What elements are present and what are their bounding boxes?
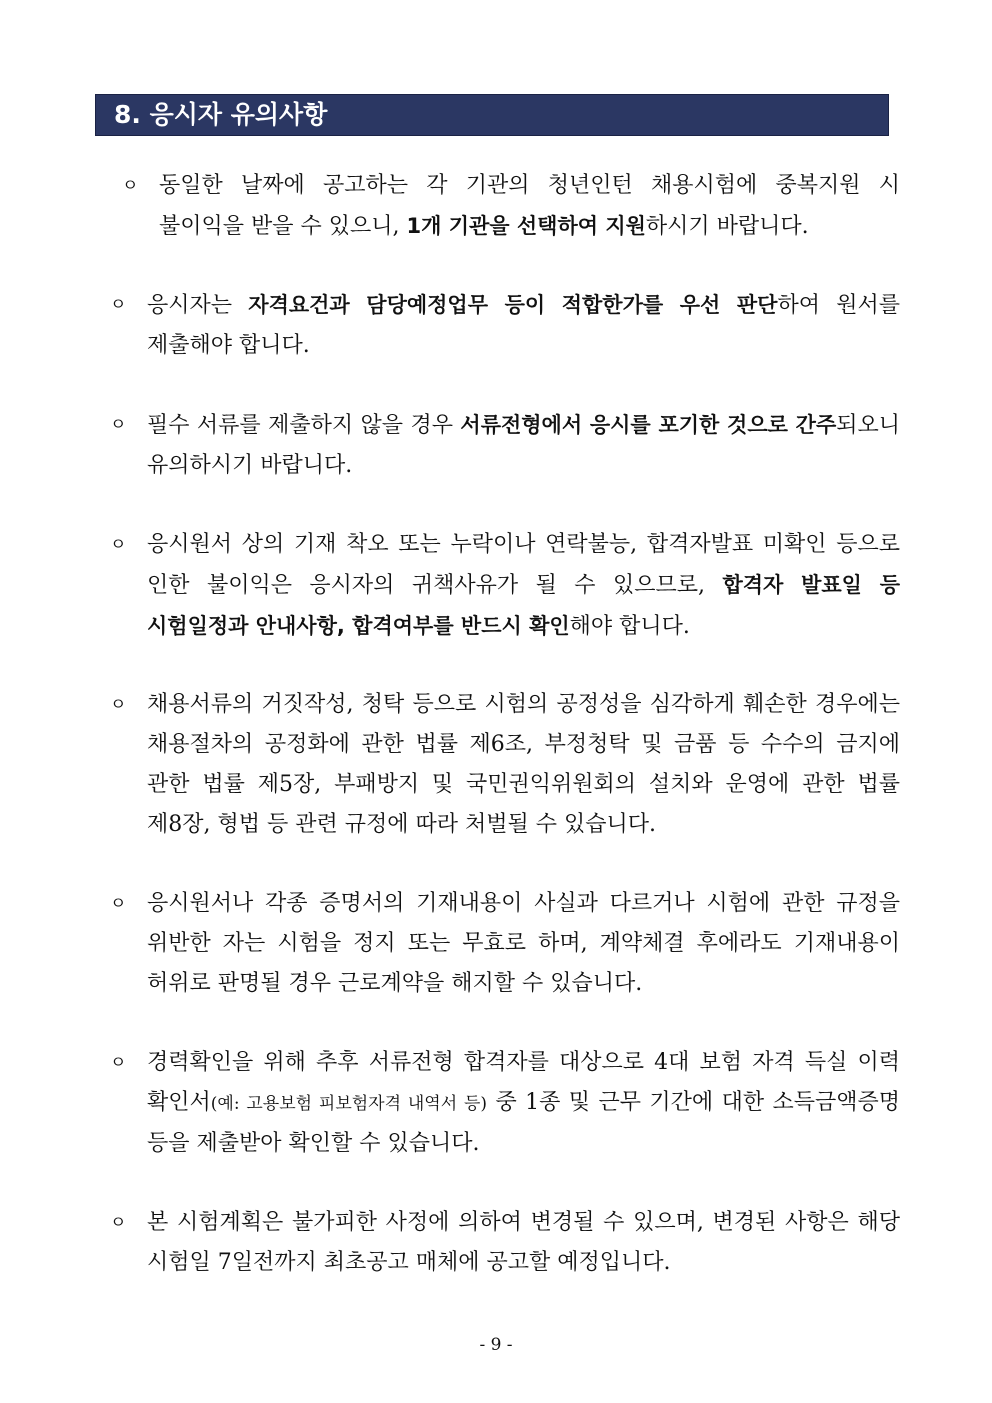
notice-text: 경력확인을 위해 추후 서류전형 합격자를 대상으로 4대 보험 자격 득실 이력 확인서(예: 고용보험 피보험자격 내역서 등) 중 1종 및 근무 기간에 대한 소득금액증명 등을 제출받아 확인할 수 있습니다.	[147, 1050, 901, 1156]
bullet-marker: ㅇ	[110, 894, 127, 914]
notice-emphasis: 서류전형에서 응시를 포기한 것으로 간주	[460, 413, 837, 437]
section-header	[95, 94, 889, 136]
notice-item-5	[110, 685, 900, 845]
notice-emphasis: 자격요건과 담당예정업무 등이 적합한가를 우선 판단	[248, 293, 778, 317]
bullet-marker: ㅇ	[122, 176, 139, 196]
page-number: - 9 -	[479, 1335, 513, 1355]
notice-text: 동일한 날짜에 공고하는 각 기관의 청년인턴 채용시험에 중복지원 시 불이익을 받을 수 있으니, 1개 기관을 선택하여 지원하시기 바랍니다.	[159, 173, 900, 239]
bullet-marker: ㅇ	[110, 1213, 127, 1233]
notice-text: 본 시험계획은 불가피한 사정에 의하여 변경될 수 있으며, 변경된 사항은 해당 시험일 7일전까지 최초공고 매체에 공고할 예정입니다.	[147, 1210, 900, 1275]
notice-item-2	[110, 285, 900, 366]
bullet-marker: ㅇ	[110, 535, 127, 555]
example-note: (예: 고용보험 피보험자격 내역서 등)	[210, 1094, 488, 1114]
notice-item-8	[110, 1203, 900, 1283]
notice-item-7	[110, 1043, 900, 1164]
notice-text: 응시원서 상의 기재 착오 또는 누락이나 연락불능, 합격자발표 미확인 등으로 인한 불이익은 응시자의 귀책사유가 될 수 있으므로, 합격자 발표일 등 시험일정과 안내사항, 합격여부를 반드시 확인해야 합니다.	[147, 532, 900, 639]
notice-item-3	[110, 405, 900, 486]
notice-item-1	[122, 166, 900, 247]
notice-text: 필수 서류를 제출하지 않을 경우 서류전형에서 응시를 포기한 것으로 간주되오니 유의하시기 바랍니다.	[147, 413, 900, 478]
bullet-marker: ㅇ	[110, 295, 127, 315]
notice-item-6	[110, 884, 900, 1004]
bullet-marker: ㅇ	[110, 695, 127, 715]
notice-item-4	[110, 525, 900, 647]
notice-emphasis: 합격자 발표일 등 시험일정과 안내사항, 합격여부를 반드시 확인	[147, 573, 900, 638]
bullet-marker: ㅇ	[110, 415, 127, 435]
notice-text: 응시원서나 각종 증명서의 기재내용이 사실과 다르거나 시험에 관한 규정을 위반한 자는 시험을 정지 또는 무효로 하며, 계약체결 후에라도 기재내용이 허위로 판명될 경우 근로계약을 해지할 수 있습니다.	[147, 891, 900, 996]
section-title: 8. 응시자 유의사항	[114, 100, 328, 129]
bullet-marker: ㅇ	[110, 1053, 127, 1073]
notice-text: 응시자는 자격요건과 담당예정업무 등이 적합한가를 우선 판단하여 원서를 제출해야 합니다.	[147, 293, 900, 358]
notice-emphasis: 1개 기관을 선택하여 지원	[406, 214, 646, 238]
notice-text: 채용서류의 거짓작성, 청탁 등으로 시험의 공정성을 심각하게 훼손한 경우에는 채용절차의 공정화에 관한 법률 제6조, 부정청탁 및 금품 등 수수의 금지에 관한 법률 제5장, 부패방지 및 국민권익위원회의 설치와 운영에 관한 법률 제8장, 형법 등 관련 규정에 따라 처벌될 수 있습니다.	[147, 692, 900, 837]
